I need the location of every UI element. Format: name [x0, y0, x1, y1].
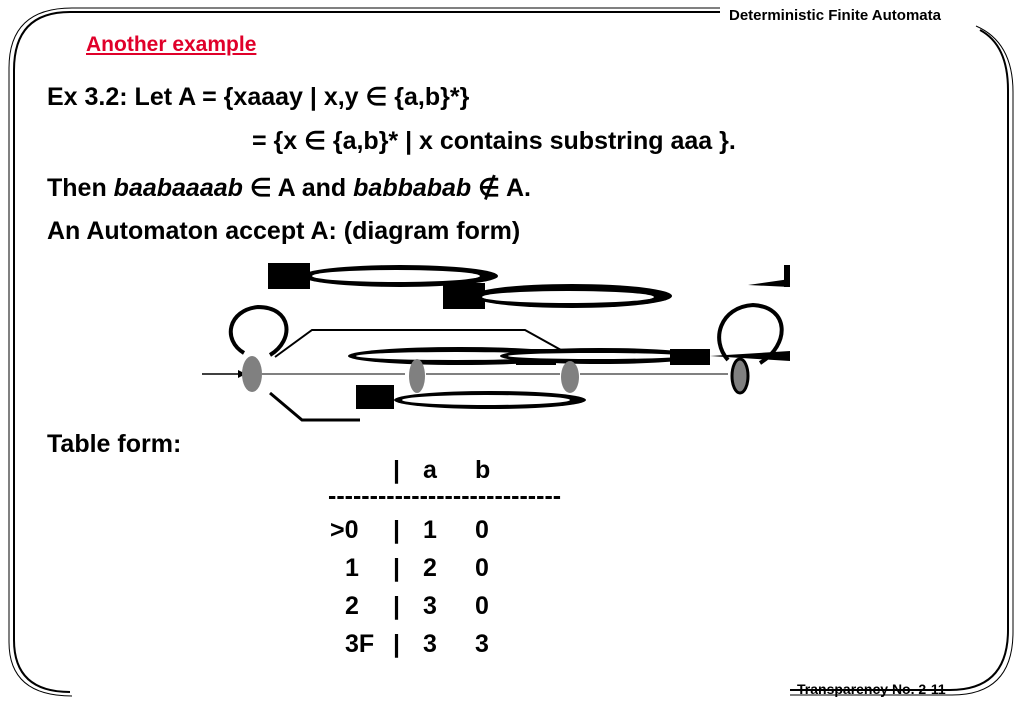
then-text: Then: [47, 174, 114, 202]
definition-prefix: Ex 3.2: Let A = {xaaay | x,y: [47, 83, 366, 111]
table-divider: ----------------------------: [328, 482, 562, 510]
automaton-diagram: [200, 255, 790, 425]
equivalence-prefix: = {x: [252, 127, 305, 155]
element-of-symbol: ∈: [304, 127, 326, 155]
set-equivalence-line: [252, 126, 736, 156]
table-row-a: 3: [423, 630, 437, 658]
start-self-loop: [231, 307, 287, 355]
table-row-a: 3: [423, 592, 437, 620]
table-row-separator: |: [393, 630, 400, 658]
table-row-b: 0: [475, 592, 489, 620]
diagram-caption: An Automaton accept A: (diagram form): [47, 217, 521, 245]
table-row-separator: |: [393, 554, 400, 582]
back-transition-bottom: [270, 393, 360, 420]
example-definition-line: [47, 82, 469, 112]
footer-label: Transparency No. 2-11: [797, 681, 946, 697]
table-caption: Table form:: [47, 430, 182, 458]
element-of-symbol: ∈: [242, 174, 278, 202]
table-row-separator: |: [393, 516, 400, 544]
rejected-word: babbabab: [353, 174, 472, 202]
table-row-state: 1: [345, 554, 359, 582]
membership-example-line: [47, 173, 531, 203]
bottom-label-box: [356, 385, 394, 409]
table-row-state: >0: [330, 516, 359, 544]
state-2: [561, 361, 579, 393]
table-row-state: 3F: [345, 630, 375, 658]
table-header-symbol-b: b: [475, 456, 491, 484]
middle-label-box-2: [670, 349, 710, 365]
top-loop-3: [748, 279, 790, 287]
not-element-of-symbol: ∉: [471, 174, 506, 202]
table-row-b: 3: [475, 630, 489, 658]
table-row-a: 1: [423, 516, 437, 544]
table-header-symbol-a: a: [423, 456, 437, 484]
table-row-b: 0: [475, 554, 489, 582]
state-1: [409, 359, 425, 393]
equivalence-suffix: {a,b}* | x contains substring aaa }.: [325, 127, 736, 155]
table-header-separator: |: [393, 456, 400, 484]
state-0: [242, 356, 262, 392]
end-text: A.: [505, 174, 531, 202]
and-text: A and: [277, 174, 354, 202]
element-of-symbol: ∈: [365, 83, 388, 111]
section-title: Another example: [86, 33, 257, 56]
accepted-word: baabaaaab: [113, 174, 243, 202]
table-row-b: 0: [475, 516, 489, 544]
table-row-a: 2: [423, 554, 437, 582]
table-row-separator: |: [393, 592, 400, 620]
header-title: Deterministic Finite Automata: [729, 7, 941, 24]
table-row-state: 2: [345, 592, 359, 620]
state-3-final: [732, 359, 748, 393]
definition-suffix: {a,b}*}: [387, 83, 470, 111]
